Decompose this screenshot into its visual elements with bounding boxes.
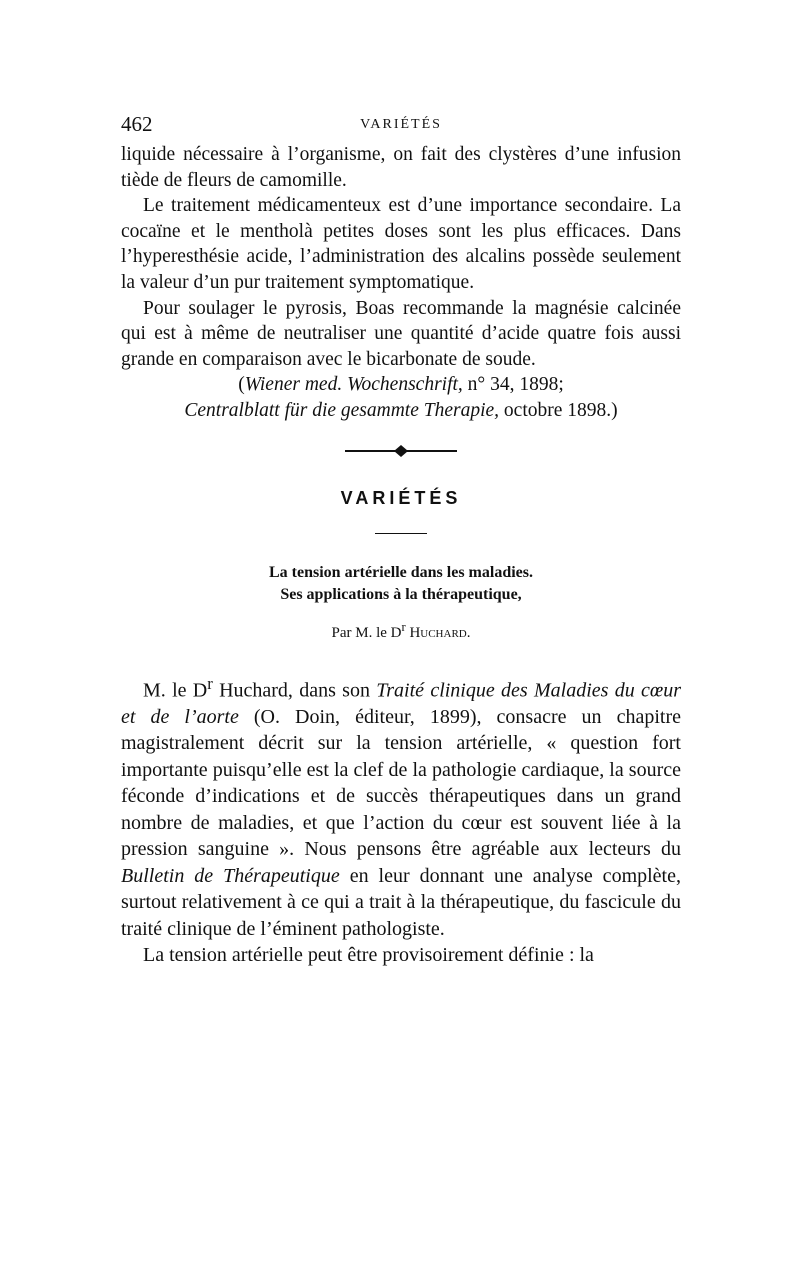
citation-rest-1: n° 34, 1898; bbox=[462, 374, 564, 396]
byline-superscript: r bbox=[401, 619, 406, 634]
citation-open-paren: ( bbox=[238, 374, 245, 396]
byline bbox=[121, 620, 681, 642]
citation bbox=[121, 372, 681, 423]
article-title bbox=[121, 562, 681, 606]
running-head bbox=[121, 112, 681, 142]
article-body bbox=[121, 671, 681, 969]
page-number: 462 bbox=[121, 112, 153, 136]
citation-journal-2: Centralblatt für die gesammte Therapie, bbox=[184, 399, 500, 421]
citation-journal-1: Wiener med. Wochenschrift, bbox=[244, 374, 463, 396]
document-page bbox=[121, 112, 681, 969]
byline-author: Huchard. bbox=[409, 624, 471, 641]
article-title-line-2: Ses applications à la thérapeutique, bbox=[280, 585, 522, 603]
paragraph-huchard bbox=[121, 671, 681, 943]
section-title: VARIÉTÉS bbox=[340, 487, 462, 508]
byline-prefix: Par M. le D bbox=[331, 624, 402, 641]
running-title: VARIÉTÉS bbox=[360, 117, 442, 132]
divider bbox=[375, 533, 427, 534]
paragraph-camomille: liquide nécessaire à l’organisme, on fait des clystères d’une infusion tiède de fleurs de camomille. bbox=[121, 144, 681, 191]
p1-start: M. le D bbox=[143, 679, 208, 702]
p1-mid: Huchard, dans son bbox=[212, 679, 377, 702]
p1-journal: Bulletin de Thérapeutique bbox=[121, 864, 340, 887]
p1-superscript: r bbox=[207, 673, 213, 693]
p1-body: (O. Doin, éditeur, 1899), consacre un chapitre magistralement décrit sur la tension artérielle, « question fort importante puisqu’elle est la clef de la pathologie cardiaque, la source féconde d’indications et de succès thérapeutiques dans un grand nombre de maladies, et que l’action du cœur est souvent liée à la pression sanguine ». Nous pensons être agréable aux lecteurs du bbox=[121, 705, 681, 861]
p1-end: en leur donnant une analyse complète, surtout relativement à ce qui a trait à la thérapeutique, du fascicule du traité clinique de l’éminent pathologiste. bbox=[121, 864, 681, 940]
p1-book-title: Traité clinique des Maladies du cœur et de l’aorte bbox=[121, 679, 681, 728]
paragraph-traitement: Le traitement médicamenteux est d’une importance secondaire. La cocaïne et le mentholà petites doses sont les plus efficaces. Dans l’hyperesthésie acide, l’administration des alcalins possède seulement la valeur d’un pur traitement symptomatique. bbox=[121, 195, 681, 293]
article-title-line-1: La tension artérielle dans les maladies. bbox=[269, 563, 533, 581]
citation-rest-2: octobre 1898.) bbox=[499, 399, 618, 421]
section-ornament bbox=[121, 444, 681, 458]
paragraph-pyrosis: Pour soulager le pyrosis, Boas recommande la magnésie calcinée qui est à même de neutraliser une quantité d’acide quatre fois aussi grande en comparaison avec le bicarbonate de soude. bbox=[121, 297, 681, 370]
paragraph-tension: La tension artérielle peut être provisoirement définie : la bbox=[143, 944, 594, 967]
